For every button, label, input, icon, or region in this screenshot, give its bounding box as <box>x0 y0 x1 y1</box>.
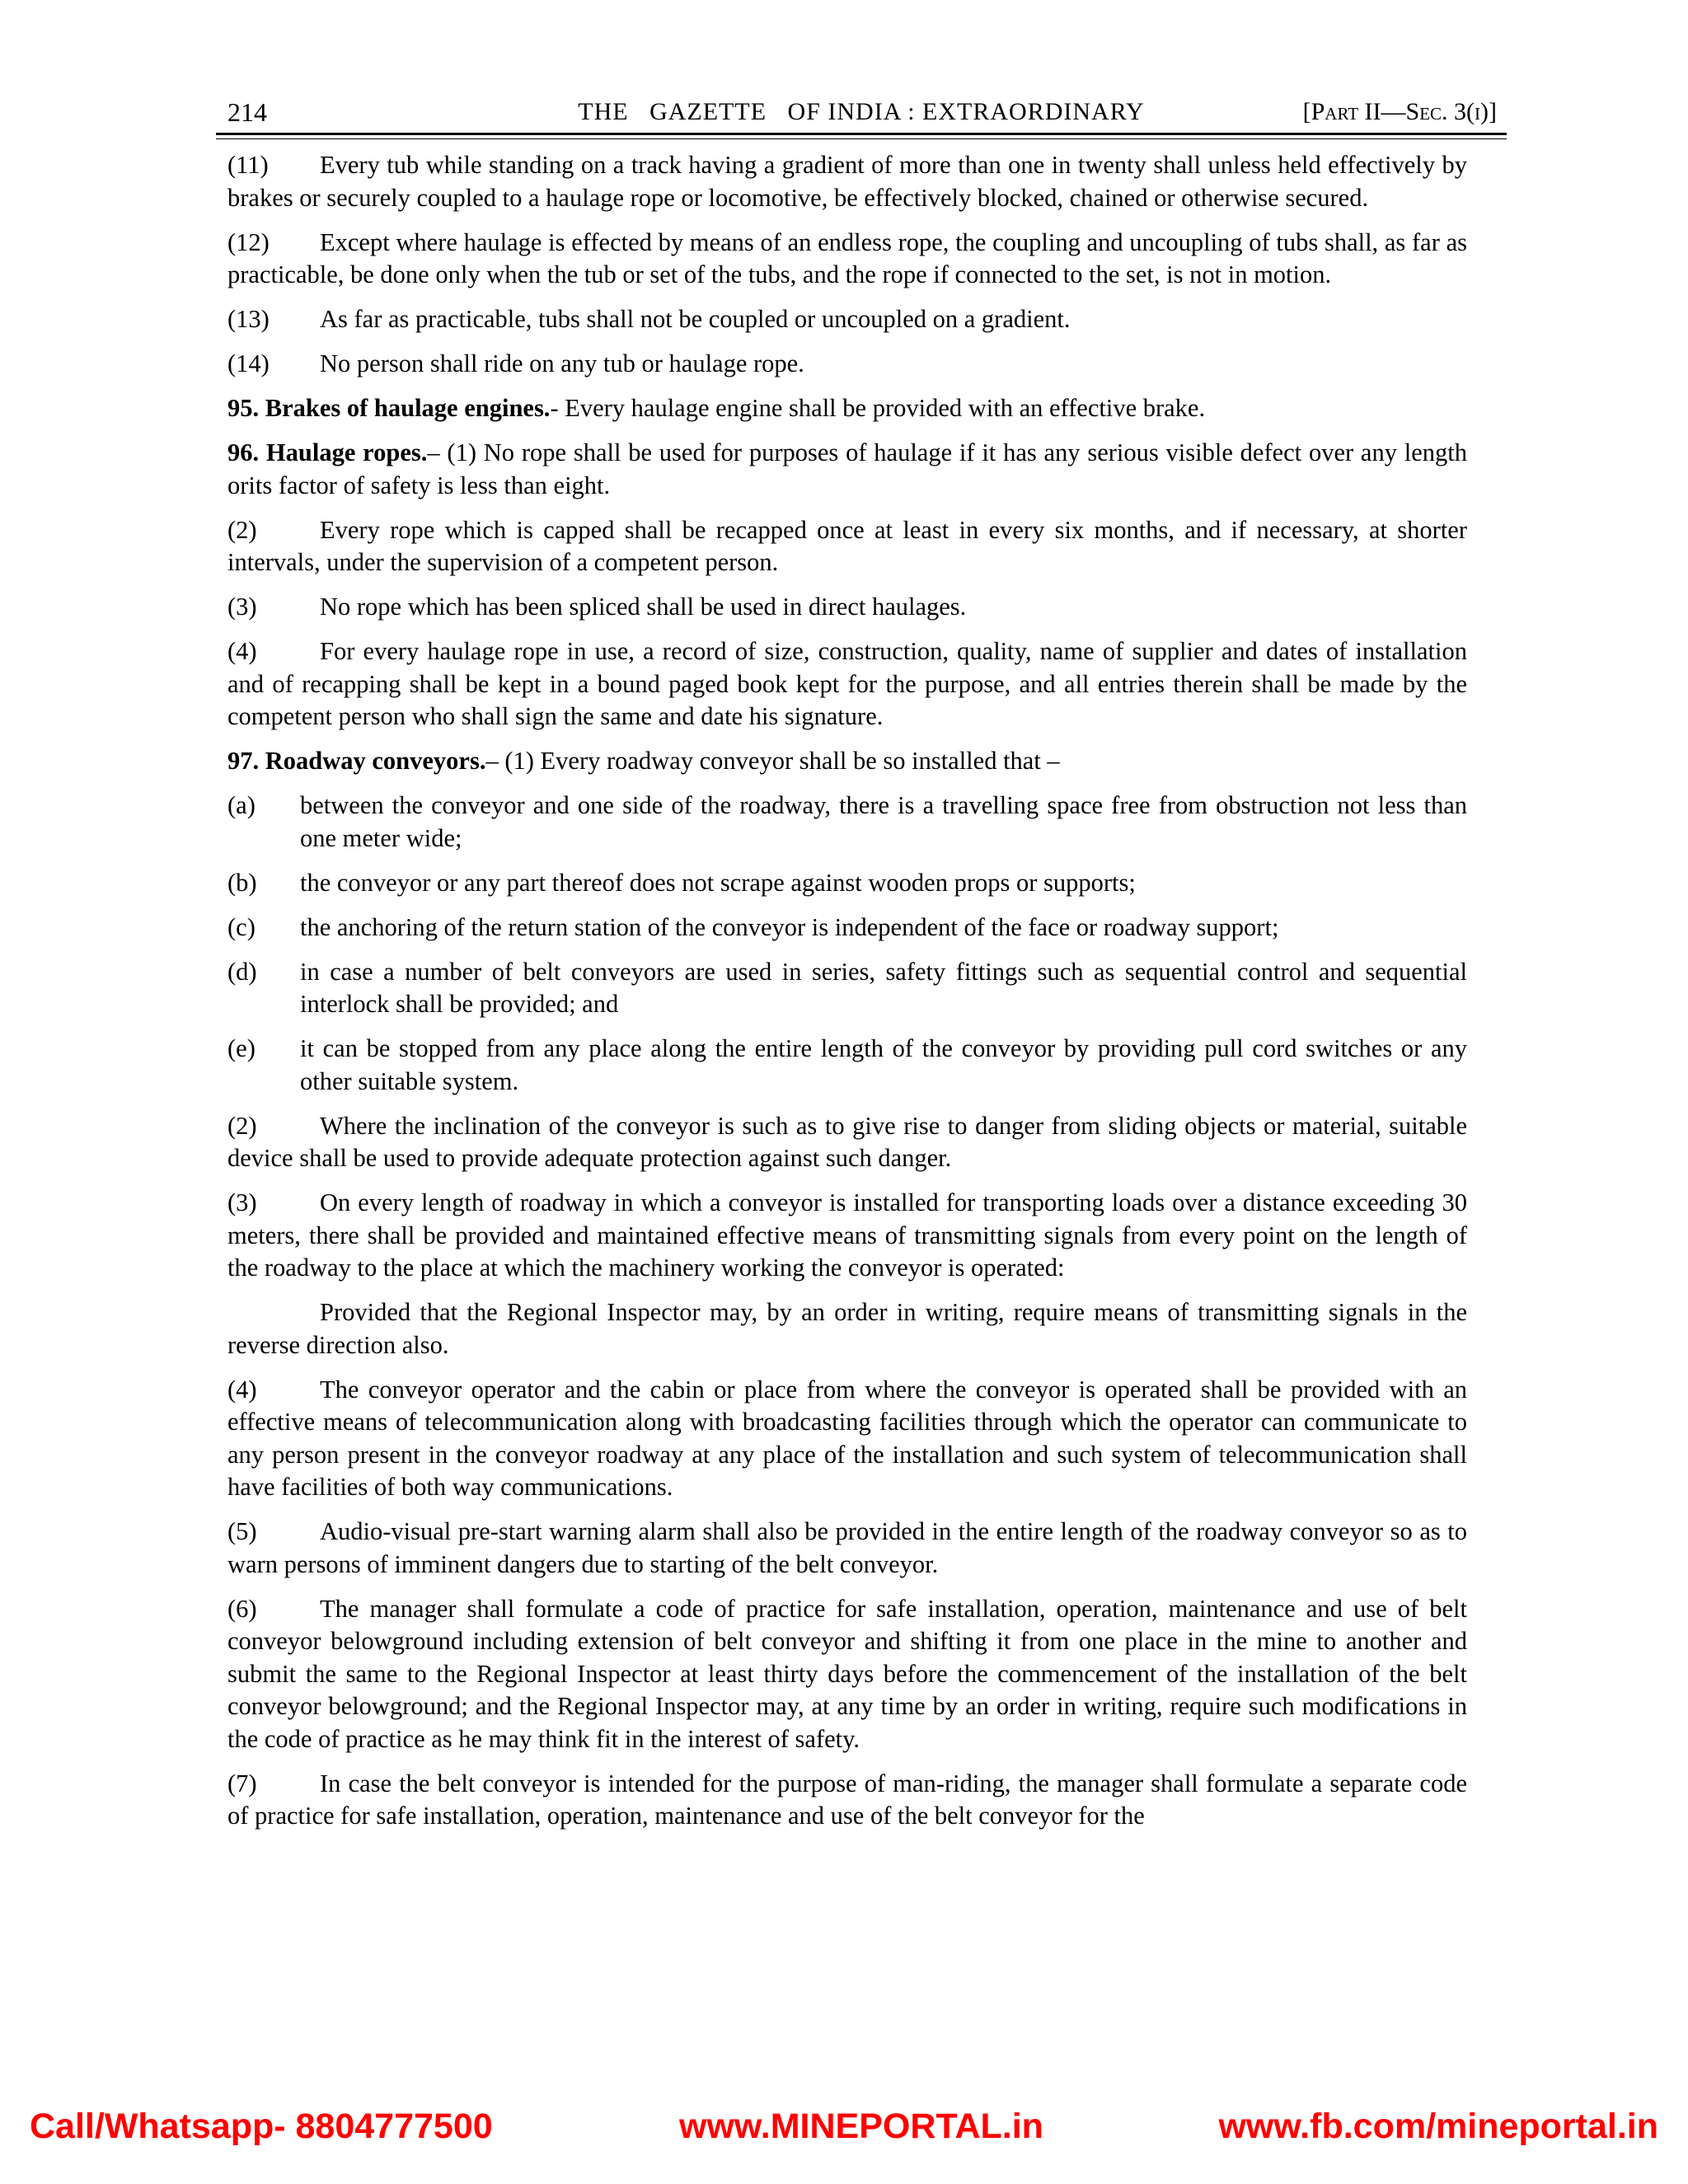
clause-b: (b) the conveyor or any part thereof does not scrape against wooden props or supports; <box>227 868 1136 897</box>
footer-banner <box>0 2102 1688 2151</box>
page-number: 214 <box>227 97 267 127</box>
section-96-2: (2) Every rope which is capped shall be recapped once at least in every six months, and if necessary, at shorter intervals, under the supervision of a competent person. <box>227 515 1467 576</box>
section-97: 97. Roadway conveyors.– (1) Every roadway conveyor shall be so installed that – <box>227 747 1060 775</box>
section-heading: 96. Haulage ropes. <box>227 438 428 466</box>
paragraph-13: (13) As far as practicable, tubs shall not be coupled or uncoupled on a gradient. <box>227 305 1071 333</box>
contact-phone: Call/Whatsapp- 8804777500 <box>30 2107 493 2146</box>
section-95: 95. Brakes of haulage engines.- Every haulage engine shall be provided with an effective brake. <box>227 394 1206 422</box>
section-97-6: (6) The manager shall formulate a code of practice for safe installation, operation, maintenance and use of belt conveyor belowground including extension of belt conveyor and shifting it from one place in the mine to another and submit the same to the Regional Inspector at least thirty days before the commencement of the installation of the belt conveyor belowground; and the Regional Inspector may, at any time by an order in writing, require such modifications in the code of practice as he may think fit in the interest of safety. <box>227 1594 1467 1753</box>
clause-a: (a) between the conveyor and one side of the roadway, there is a travelling space free from obstruction not less than one meter wide; <box>227 791 1467 852</box>
page-header <box>216 94 1507 130</box>
facebook-link[interactable]: www.fb.com/mineportal.in <box>1218 2107 1658 2146</box>
section-96-4: (4) For every haulage rope in use, a record of size, construction, quality, name of supplier and dates of installation and of recapping shall be kept in a bound paged book kept for the purpose, and all entries therein shall be made by the competent person who shall sign the same and date his signature. <box>227 637 1467 730</box>
section-97-7: (7) In case the belt conveyor is intended for the purpose of man-riding, the manager shall formulate a separate code of practice for safe installation, operation, maintenance and use of the belt conveyor for the <box>227 1769 1467 1830</box>
page-body <box>227 149 1467 1844</box>
paragraph-12: (12) Except where haulage is effected by means of an endless rope, the coupling and uncoupling of tubs shall, as far as practicable, be done only when the tub or set of the tubs, and the rope if connected to the set, is not in motion. <box>227 227 1467 288</box>
clause-d: (d) in case a number of belt conveyors are used in series, safety fittings such as sequential control and sequential interlock shall be provided; and <box>227 957 1467 1018</box>
header-rule-thin <box>216 138 1507 139</box>
clause-c: (c) the anchoring of the return station of the conveyor is independent of the face or roadway support; <box>227 912 1279 941</box>
section-97-4: (4) The conveyor operator and the cabin or place from where the conveyor is operated shall be provided with an effective means of telecommunication along with broadcasting facilities through which the operator can communicate to any person present in the conveyor roadway at any place of the installation and such system of telecommunication shall have facilities of both way communications. <box>227 1375 1467 1501</box>
section-heading: 97. Roadway conveyors. <box>227 747 486 775</box>
section-96: 96. Haulage ropes.– (1) No rope shall be used for purposes of haulage if it has any serious visible defect over any length orits factor of safety is less than eight. <box>227 438 1467 499</box>
part-section: [Part II—Sec. 3(i)] <box>1302 98 1497 125</box>
website-link[interactable]: www.MINEPORTAL.in <box>679 2107 1043 2146</box>
section-97-2: (2) Where the inclination of the conveyor is such as to give rise to danger from sliding objects or material, suitable device shall be used to provide adequate protection against such danger. <box>227 1111 1467 1172</box>
paragraph-11: (11) Every tub while standing on a track having a gradient of more than one in twenty shall unless held effectively by brakes or securely coupled to a haulage rope or locomotive, be effectively blocked, chained or otherwise secured. <box>227 151 1467 212</box>
paragraph-14: (14) No person shall ride on any tub or haulage rope. <box>227 349 804 377</box>
section-97-5: (5) Audio-visual pre-start warning alarm shall also be provided in the entire length of the roadway conveyor so as to warn persons of imminent dangers due to starting of the belt conveyor. <box>227 1517 1467 1578</box>
header-rule-thick <box>216 133 1507 135</box>
section-97-3-proviso: Provided that the Regional Inspector may, by an order in writing, require means of transmitting signals in the reverse direction also. <box>227 1298 1467 1359</box>
section-96-3: (3) No rope which has been spliced shall be used in direct haulages. <box>227 593 967 621</box>
section-heading: 95. Brakes of haulage engines. <box>227 394 551 422</box>
clause-e: (e) it can be stopped from any place along the entire length of the conveyor by providing pull cord switches or any other suitable system. <box>227 1034 1467 1095</box>
gazette-title: THE GAZETTE OF INDIA : EXTRAORDINARY <box>578 98 1145 125</box>
section-97-3: (3) On every length of roadway in which a conveyor is installed for transporting loads over a distance exceeding 30 meters, there shall be provided and maintained effective means of transmitting signals from every point on the length of the roadway to the place at which the machinery working the conveyor is operated: <box>227 1188 1467 1282</box>
